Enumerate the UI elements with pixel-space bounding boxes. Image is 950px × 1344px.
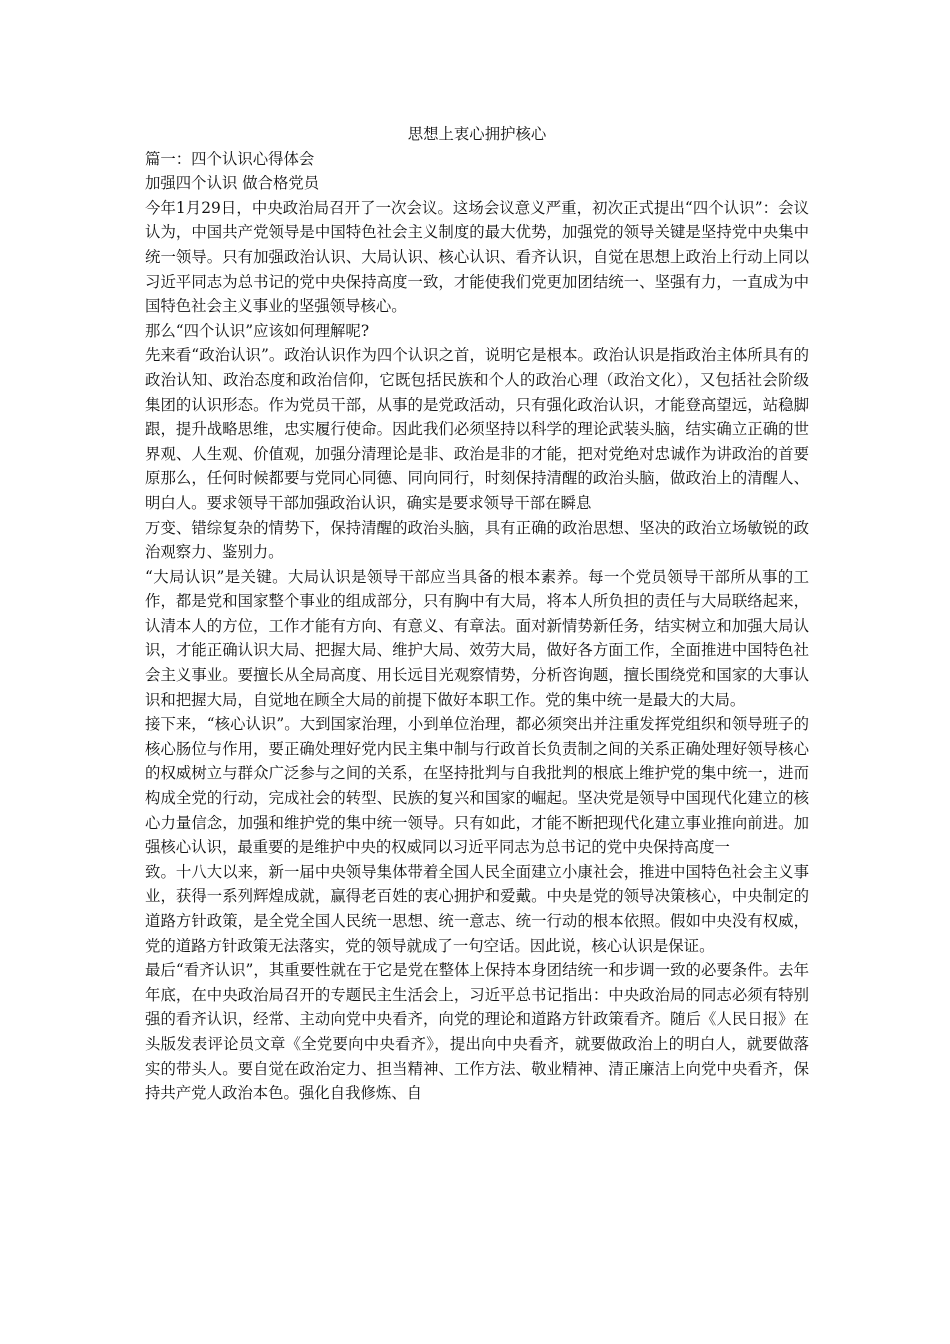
- paragraph-8: 接下来，“核心认识”。大到国家治理，小到单位治理，都必须突出并注重发挥党组织和领导班子的核心肠位与作用，要正确处理好党内民主集中制与行政首长负责制之间的关系正确处理好领导核心的权威树立与群众广泛参与之间的关系，在坚持批判与自我批判的根底上维护党的集中统一，进而构成全党的行动，完成社会的转型、民族的复兴和国家的崛起。坚决党是领导中国现代化建立的核心力量信念，加强和维护党的集中统一领导。只有如此，才能不断把现代化建立事业推向前进。加强核心认识，最重要的是维护中央的权威同以习近平同志为总书记的党中央保持高度一: [145, 715, 809, 857]
- paragraph-1: 篇一：四个认识心得体会: [145, 149, 315, 168]
- document-body: [145, 122, 809, 1106]
- paragraph-3: 今年1月29日，中央政治局召开了一次会议。这场会议意义严重，初次正式提出“四个认识”：会议认为，中国共产党领导是中国特色社会主义制度的最大优势，加强党的领导关键是坚持党中央集中统一领导。只有加强政治认识、大局认识、核心认识、看齐认识，自觉在思想上政治上行动上同以习近平同志为总书记的党中央保持高度一致，才能使我们党更加团结统一、坚强有力，一直成为中国特色社会主义事业的坚强领导核心。: [145, 198, 809, 316]
- paragraph-4: 那么“四个认识”应该如何理解呢?: [145, 321, 370, 340]
- document-title: 思想上衷心拥护核心: [407, 125, 547, 143]
- paragraph-7: “大局认识”是关键。大局认识是领导干部应当具备的根本素养。每一个党员领导干部所从事的工作，都是党和国家整个事业的组成部分，只有胸中有大局，将本人所负担的责任与大局联络起来，认清本人的方位，工作才能有方向、有意义、有章法。面对新情势新任务，结实树立和加强大局认识，才能正确认识大局、把握大局、维护大局、效劳大局，做好各方面工作，全面推进中国特色社会主义事业。要擅长从全局高度、用长远目光观察情势，分析咨询题，擅长围绕党和国家的大事认识和把握大局，自觉地在顾全大局的前提下做好本职工作。党的集中统一是最大的大局。: [145, 567, 809, 709]
- paragraph-9: 致。十八大以来，新一届中央领导集体带着全国人民全面建立小康社会，推进中国特色社会主义事业，获得一系列辉煌成就，赢得老百姓的衷心拥护和爱戴。中央是党的领导决策核心，中央制定的道路方针政策，是全党全国人民统一思想、统一意志、统一行动的根本依照。假如中央没有权威，党的道路方针政策无法落实，党的领导就成了一句空话。因此说，核心认识是保证。: [145, 862, 809, 955]
- paragraph-5: 先来看“政治认识”。政治认识作为四个认识之首，说明它是根本。政治认识是指政治主体所具有的政治认知、政治态度和政治信仰，它既包括民族和个人的政治心理（政治文化），又包括社会阶级集团的认识形态。作为党员干部，从事的是党政活动，只有强化政治认识，才能登高望远，站稳脚跟，提升战略思维，忠实履行使命。因此我们必须坚持以科学的理论武装头脑，结实确立正确的世界观、人生观、价值观，加强分清理论是非、政治是非的才能，把对党绝对忠诚作为讲政治的首要原那么，任何时候都要与党同心同德、同向同行，时刻保持清醒的政治头脑，做政治上的清醒人、明白人。要求领导干部加强政治认识，确实是要求领导干部在瞬息: [145, 346, 809, 512]
- paragraph-10: 最后“看齐认识”，其重要性就在于它是党在整体上保持本身团结统一和步调一致的必要条件。去年年底，在中央政治局召开的专题民主生活会上，习近平总书记指出：中央政治局的同志必须有特别强的看齐认识，经常、主动向党中央看齐，向党的理论和道路方针政策看齐。随后《人民日报》在头版发表评论员文章《全党要向中央看齐》，提出向中央看齐，就要做政治上的明白人，就要做落实的带头人。要自觉在政治定力、担当精神、工作方法、敬业精神、清正廉洁上向党中央看齐，保持共产党人政治本色。强化自我修炼、自: [145, 961, 809, 1103]
- paragraph-6: 万变、错综复杂的情势下，保持清醒的政治头脑，具有正确的政治思想、坚决的政治立场敏锐的政治观察力、鉴别力。: [145, 518, 809, 562]
- paragraph-2: 加强四个认识 做合格党员: [145, 174, 320, 193]
